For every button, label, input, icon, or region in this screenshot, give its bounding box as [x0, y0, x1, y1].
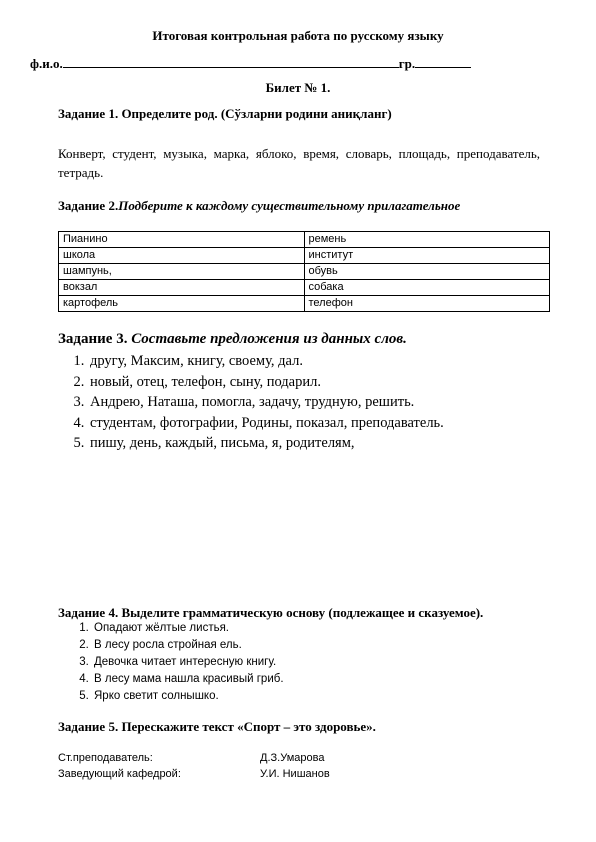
noun-cell: картофель: [59, 296, 305, 312]
document-title: Итоговая контрольная работа по русскому языку: [152, 28, 444, 43]
noun-cell: институт: [304, 248, 550, 264]
ticket-number: Билет № 1.: [265, 80, 331, 95]
head-name: У.И. Нишанов: [260, 768, 330, 780]
list-item: 1. другу, Максим, книгу, своему, дал.: [88, 351, 444, 372]
noun-cell: Пианино: [59, 232, 305, 248]
task3-heading: [58, 331, 407, 348]
noun-cell: обувь: [304, 264, 550, 280]
list-item: 4. В лесу мама нашла красивый гриб.: [92, 671, 284, 688]
table-row: [59, 232, 550, 248]
task3-list: [58, 351, 444, 454]
noun-cell: вокзал: [59, 280, 305, 296]
task2-heading: [58, 198, 460, 214]
group-blank-line[interactable]: [415, 55, 471, 68]
head-role: Заведующий кафедрой:: [58, 768, 181, 780]
noun-cell: ремень: [304, 232, 550, 248]
list-item: 3. Андрею, Наташа, помогла, задачу, трудную, решить.: [88, 392, 444, 413]
noun-cell: телефон: [304, 296, 550, 312]
task5-heading: Задание 5. Перескажите текст «Спорт – это здоровье».: [58, 719, 376, 734]
fio-blank-line[interactable]: [63, 55, 399, 68]
noun-cell: собака: [304, 280, 550, 296]
table-row: [59, 264, 550, 280]
noun-cell: шампунь,: [59, 264, 305, 280]
fio-label: ф.и.о.: [30, 56, 63, 71]
task2-label: Задание 2.: [58, 198, 119, 213]
task4-list: [58, 620, 284, 705]
teacher-name: Д.З.Умарова: [260, 752, 325, 764]
task3-instruction: Составьте предложения из данных слов.: [131, 331, 407, 347]
table-row: [59, 248, 550, 264]
task3-label: Задание 3.: [58, 331, 132, 347]
list-item: 4. студентам, фотографии, Родины, показал, преподаватель.: [88, 413, 444, 434]
table-row: [59, 296, 550, 312]
task2-instruction: Подберите к каждому существительному прилагательное: [118, 198, 461, 213]
group-label: гр.: [398, 56, 416, 71]
noun-cell: школа: [59, 248, 305, 264]
student-info-row: [30, 55, 471, 72]
list-item: 2. новый, отец, телефон, сыну, подарил.: [88, 372, 444, 393]
teacher-role: Ст.преподаватель:: [58, 752, 153, 764]
list-item: 2. В лесу росла стройная ель.: [92, 637, 284, 654]
task2-table: [58, 231, 550, 312]
list-item: 5. Ярко светит солнышко.: [92, 688, 284, 705]
task1-words: Конверт, студент, музыка, марка, яблоко, время, словарь, площадь, преподаватель, тетрадь.: [58, 146, 540, 180]
task4-heading: Задание 4. Выделите грамматическую основу (подлежащее и сказуемое).: [58, 605, 484, 620]
list-item: 1. Опадают жёлтые листья.: [92, 620, 284, 637]
list-item: 5. пишу, день, каждый, письма, я, родителям,: [88, 433, 444, 454]
task1-heading: Задание 1. Определите род. (Сўзларни родини аниқланг): [58, 106, 392, 121]
table-row: [59, 280, 550, 296]
list-item: 3. Девочка читает интересную книгу.: [92, 654, 284, 671]
